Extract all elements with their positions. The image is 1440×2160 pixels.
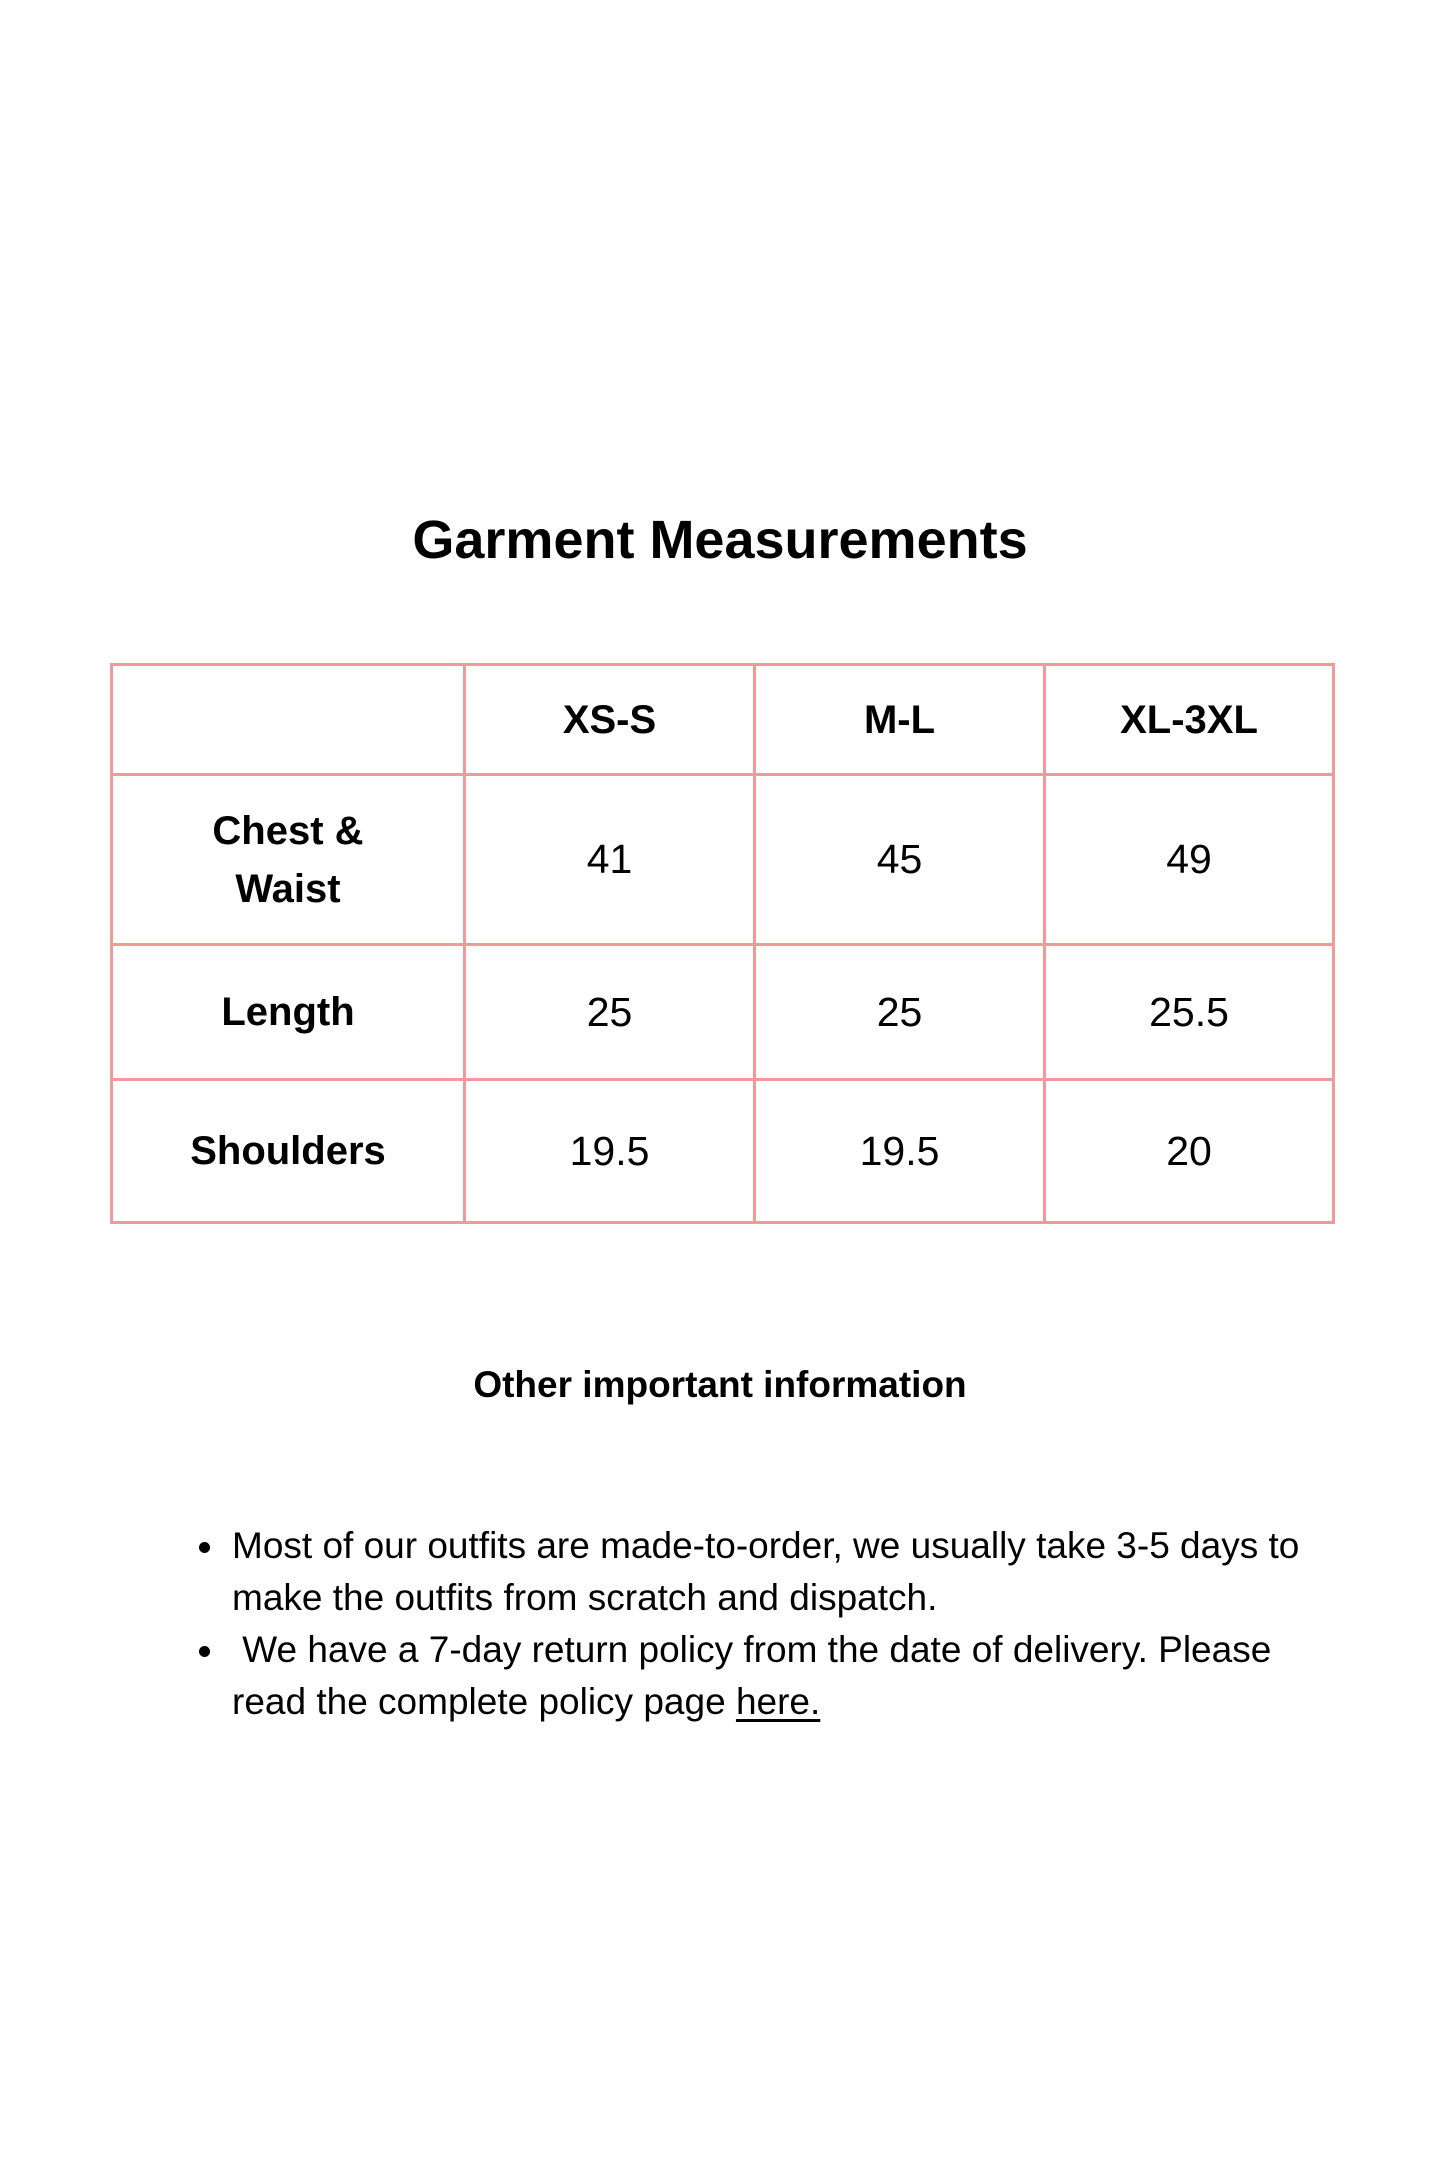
table-cell: 19.5	[465, 1080, 755, 1223]
table-cell: 49	[1045, 775, 1334, 945]
table-cell: 45	[755, 775, 1045, 945]
table-row-chest-waist	[112, 775, 1334, 945]
row-header-length: Length	[112, 945, 465, 1080]
info-list	[232, 1520, 1312, 1728]
page-title: Garment Measurements	[412, 510, 1028, 570]
table-cell: 25	[755, 945, 1045, 1080]
list-item	[232, 1520, 1312, 1624]
table-corner-cell	[112, 665, 465, 775]
bullet-icon	[199, 1646, 210, 1657]
table-header-row	[112, 665, 1334, 775]
table-cell: 25.5	[1045, 945, 1334, 1080]
list-item	[232, 1624, 1312, 1728]
table-cell: 25	[465, 945, 755, 1080]
bullet-icon	[199, 1542, 210, 1553]
table-row-shoulders	[112, 1080, 1334, 1223]
column-header-xs-s: XS-S	[465, 665, 755, 775]
table-cell: 20	[1045, 1080, 1334, 1223]
column-header-xl-3xl: XL-3XL	[1045, 665, 1334, 775]
row-header-shoulders: Shoulders	[112, 1080, 465, 1223]
garment-measurements-table	[110, 663, 1335, 1224]
table-row-length	[112, 945, 1334, 1080]
return-policy-link[interactable]: here.	[735, 1681, 821, 1722]
table-cell: 19.5	[755, 1080, 1045, 1223]
table-cell: 41	[465, 775, 755, 945]
list-item-text: We have a 7-day return policy from the date of delivery. Please read the complete policy page	[232, 1629, 1282, 1722]
list-item-text: Most of our outfits are made-to-order, we usually take 3-5 days to make the outfits from scratch and dispatch.	[232, 1525, 1300, 1618]
info-heading: Other important information	[473, 1364, 967, 1405]
column-header-m-l: M-L	[755, 665, 1045, 775]
row-header-chest-waist: Chest & Waist	[112, 775, 465, 945]
